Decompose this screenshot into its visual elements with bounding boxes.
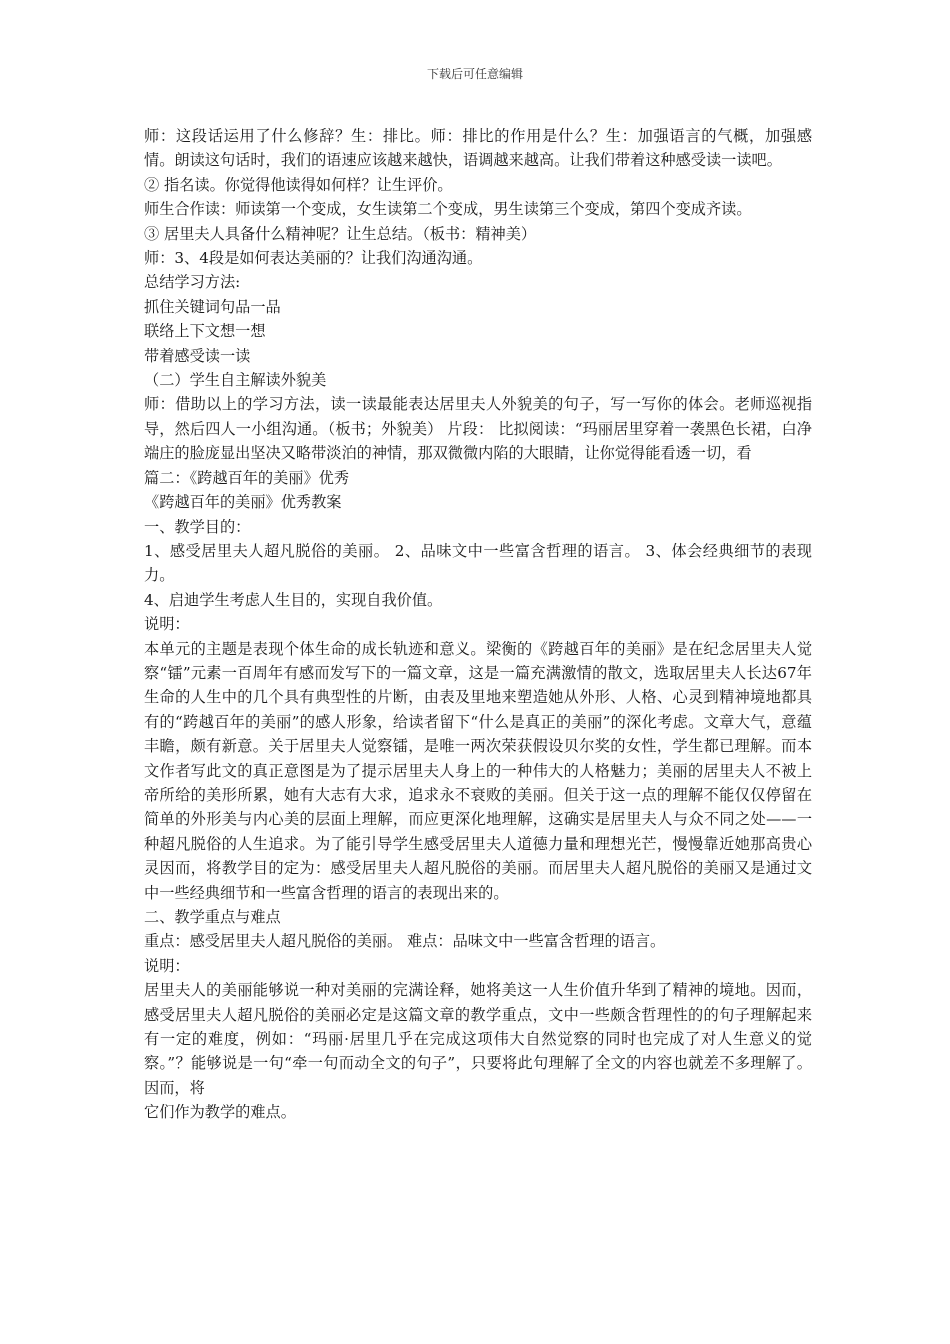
paragraph: 它们作为教学的难点。 bbox=[144, 1103, 296, 1122]
paragraph: 一、教学目的： bbox=[144, 517, 251, 536]
paragraph: 重点：感受居里夫人超凡脱俗的美丽。 难点：品味文中一些富含哲理的语言。 bbox=[144, 932, 666, 951]
paragraph: 4、启迪学生考虑人生目的，实现自我价值。 bbox=[144, 590, 443, 609]
paragraph: 《跨越百年的美丽》优秀教案 bbox=[144, 493, 342, 512]
paragraph: 说明： bbox=[144, 956, 190, 975]
paragraph: 二、教学重点与难点 bbox=[144, 908, 281, 926]
paragraph: 居里夫人的美丽能够说一种对美丽的完满诠释，她将美这一人生价值升华到了精神的境地。因而，感受居里夫人超凡脱俗的美丽必定是这篇文章的教学重点，文中一些颇含哲理性的的句子理解起来有一定的难度，例如：“玛丽·居里几乎在完成这项伟大自然觉察的同时也完成了对人生意义的觉察。”？能够说是一句“牵一句而动全文的句子”，只要将此句理解了全文的内容也就差不多理解了。因而，将 bbox=[144, 981, 812, 1097]
paragraph: 1、感受居里夫人超凡脱俗的美丽。 2、品味文中一些富含哲理的语言。 3、体会经典细节的表现力。 bbox=[144, 541, 812, 585]
section-heading: 篇二：《跨越百年的美丽》优秀 bbox=[144, 468, 350, 487]
paragraph: 本单元的主题是表现个体生命的成长轨迹和意义。梁衡的《跨越百年的美丽》是在纪念居里夫人觉察“镭”元素一百周年有感而发写下的一篇文章，这是一篇充满激情的散文，选取居里夫人长达67年生命的人生中的几个具有典型性的片断，由表及里地来塑造她从外形、人格、心灵到精神境地都具有的“跨越百年的美丽”的感人形象，给读者留下“什么是真正的美丽”的深化考虑。文章大气，意蕴丰瞻，颇有新意。关于居里夫人觉察镭，是唯一两次荣获假设贝尔奖的女性，学生都已理解。而本文作者写此文的真正意图是为了提示居里夫人身上的一种伟大的人格魅力；美丽的居里夫人不被上帝所给的美形所累，她有大志有大求，追求永不衰败的美丽。但关于这一点的理解不能仅仅停留在简单的外形美与内心美的层面上理解，而应更深化地理解，这确实是居里夫人与众不同之处——一种超凡脱俗的人生追求。为了能引导学生感受居里夫人道德力量和理想光芒，慢慢靠近她那高贵心灵因而，将教学目的定为：感受居里夫人超凡脱俗的美丽。而居里夫人超凡脱俗的美丽又是通过文中一些经典细节和一些富含哲理的语言的表现出来的。 bbox=[144, 639, 812, 902]
paragraph: 抓住关键词句品一品 bbox=[144, 297, 281, 316]
document-body bbox=[144, 124, 812, 1125]
paragraph: 联络上下文想一想 bbox=[144, 322, 266, 341]
paragraph: ② 指名读。你觉得他读得如何样？让生评价。 bbox=[144, 175, 453, 194]
paragraph: 说明： bbox=[144, 615, 190, 634]
paragraph: ③ 居里夫人具备什么精神呢？让生总结。（板书：精神美） bbox=[144, 224, 537, 243]
paragraph: 带着感受读一读 bbox=[144, 346, 251, 365]
paragraph: （二）学生自主解读外貌美 bbox=[144, 371, 327, 390]
page-header: 下载后可任意编辑 bbox=[426, 67, 523, 81]
paragraph: 师：借助以上的学习方法，读一读最能表达居里夫人外貌美的句子，写一写你的体会。老师巡视指导，然后四人一小组沟通。（板书；外貌美） 片段： 比拟阅读：“玛丽居里穿着一袭黑色长裙，白净端庄的脸庞显出坚决又略带淡泊的神情，那双微微内陷的大眼睛，让你觉得能看透一切，看 bbox=[144, 395, 812, 463]
paragraph: 总结学习方法: bbox=[144, 273, 241, 292]
paragraph: 师：3、4段是如何表达美丽的？让我们沟通沟通。 bbox=[144, 249, 483, 268]
paragraph: 师：这段话运用了什么修辞？生：排比。师：排比的作用是什么？生：加强语言的气概，加强感情。朗读这句话时，我们的语速应该越来越快，语调越来越高。让我们带着这种感受读一读吧。 bbox=[144, 127, 812, 170]
paragraph: 师生合作读：师读第一个变成，女生读第二个变成，男生读第三个变成，第四个变成齐读。 bbox=[144, 200, 752, 219]
